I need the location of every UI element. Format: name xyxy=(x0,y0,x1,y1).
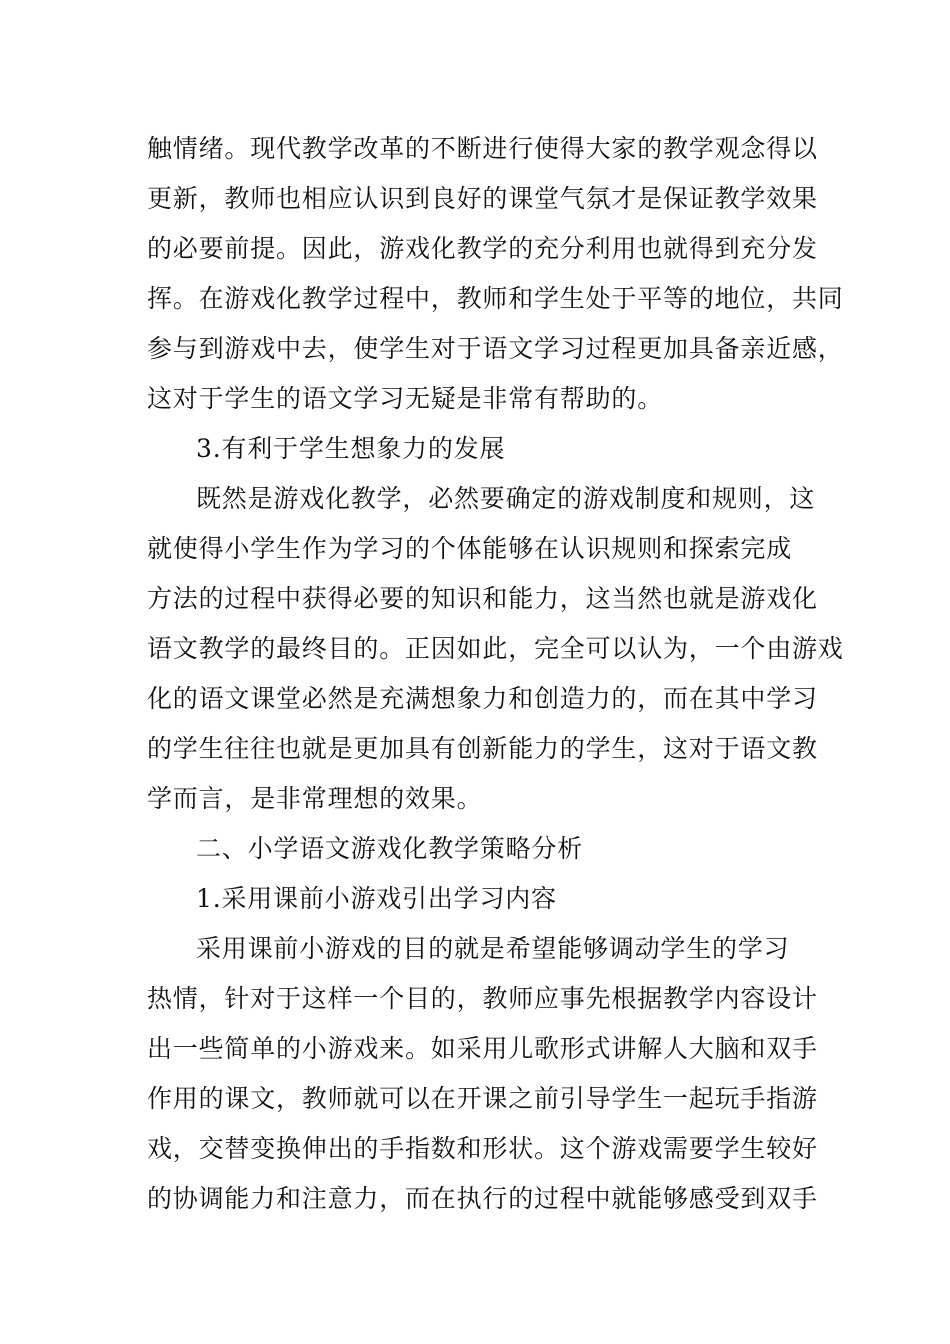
subheading-imagination: 3.有利于学生想象力的发展 xyxy=(196,434,506,463)
body-text-line: 这对于学生的语文学习无疑是非常有帮助的。 xyxy=(147,384,664,413)
body-text-line: 出一些简单的小游戏来。如采用儿歌形式讲解人大脑和双手 xyxy=(147,1034,818,1063)
body-text-line: 化的语文课堂必然是充满想象力和创造力的，而在其中学习 xyxy=(147,684,818,713)
body-text-line: 学而言，是非常理想的效果。 xyxy=(147,784,483,813)
section-heading: 二、小学语文游戏化教学策略分析 xyxy=(196,834,584,863)
body-text-line: 参与到游戏中去，使学生对于语文学习过程更加具备亲近感， xyxy=(147,334,844,363)
body-text-line: 挥。在游戏化教学过程中，教师和学生处于平等的地位，共同 xyxy=(147,284,844,313)
body-text-line: 作用的课文，教师就可以在开课之前引导学生一起玩手指游 xyxy=(147,1084,818,1113)
body-text-line: 方法的过程中获得必要的知识和能力，这当然也就是游戏化 xyxy=(147,584,818,613)
body-text-line: 就使得小学生作为学习的个体能够在认识规则和探索完成 xyxy=(147,534,793,563)
body-text-line: 戏，交替变换伸出的手指数和形状。这个游戏需要学生较好 xyxy=(147,1134,818,1163)
body-text-line: 更新，教师也相应认识到良好的课堂气氛才是保证教学效果 xyxy=(147,184,818,213)
body-text-line: 的必要前提。因此，游戏化教学的充分利用也就得到充分发 xyxy=(147,234,818,263)
body-text-line: 的协调能力和注意力，而在执行的过程中就能够感受到双手 xyxy=(147,1184,818,1213)
body-text-line: 既然是游戏化教学，必然要确定的游戏制度和规则，这 xyxy=(196,484,816,513)
body-text-line: 触情绪。现代教学改革的不断进行使得大家的教学观念得以 xyxy=(147,134,818,163)
body-text-line: 的学生往往也就是更加具有创新能力的学生，这对于语文教 xyxy=(147,734,818,763)
body-text-line: 采用课前小游戏的目的就是希望能够调动学生的学习 xyxy=(196,934,790,963)
body-text-line: 语文教学的最终目的。正因如此，完全可以认为，一个由游戏 xyxy=(147,634,844,663)
subheading-pre-class-games: 1.采用课前小游戏引出学习内容 xyxy=(196,884,557,913)
body-text-line: 热情，针对于这样一个目的，教师应事先根据教学内容设计 xyxy=(147,984,818,1013)
